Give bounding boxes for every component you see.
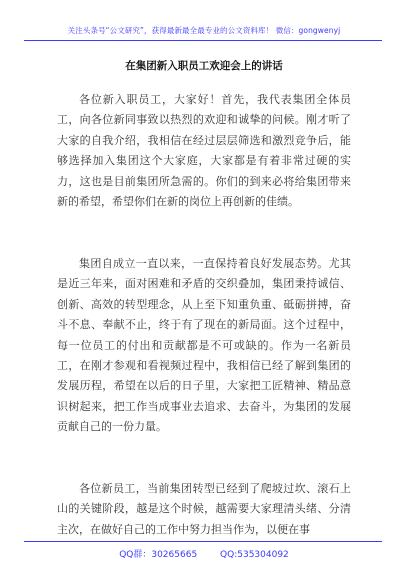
paragraph-text: 集团自成立一直以来，一直保持着良好发展态势。尤其是近三年来，面对困难和矛盾的交织叠加，集团秉持诚信、创新、高效的转型理念，从上至下知重负重、砥砺拼搏，奋斗不息、奉献不止，终于有了现在的新局面。这个过程中，每一位员工的付出和贡献都是不可或缺的。作为一名新员工，在刚才参观和看视频过程中，我相信已经了解到集团的发展历程，希望在以后的日子里，大家把工匠精神、精品意识树起来，把工作当成事业去追求、去奋斗，为集团的发展贡献自己的一份力量。 (57, 257, 351, 434)
paragraph-1 (57, 90, 351, 212)
paragraph-text: 各位新员工，当前集团转型已经到了爬坡过坎、滚石上山的关键阶段，越是这个时候，越需要大家理清头绪、分清主次，在做好自己的工作中努力担当作为，以便在事 (57, 482, 351, 536)
paragraph-2 (57, 254, 351, 438)
paragraph-3 (57, 479, 351, 540)
paragraph-text: 各位新入职员工，大家好！首先，我代表集团全体员工，向各位新同事致以热烈的欢迎和诚挚的问候。刚才听了大家的自我介绍，我相信在经过层层筛选和激烈竞争后，能够选择加入集团这个大家庭，大家都是有着非常过硬的实力，这也是目前集团所急需的。你们的到来必将给集团带来新的希望，希望你们在新的岗位上再创新的佳绩。 (57, 93, 351, 209)
footer-qq-group: QQ群：30265665 (119, 550, 198, 560)
footer-qq: QQ:535304092 (220, 550, 289, 560)
header-divider (24, 40, 382, 41)
footer (0, 547, 408, 560)
document-title: 在集团新入职员工欢迎会上的讲话 (125, 60, 283, 72)
header-note: 关注头条号“公文研究”，获得最新最全最专业的公文资料库！ 微信：gongwenyj (67, 26, 341, 35)
footer-divider (24, 541, 382, 542)
